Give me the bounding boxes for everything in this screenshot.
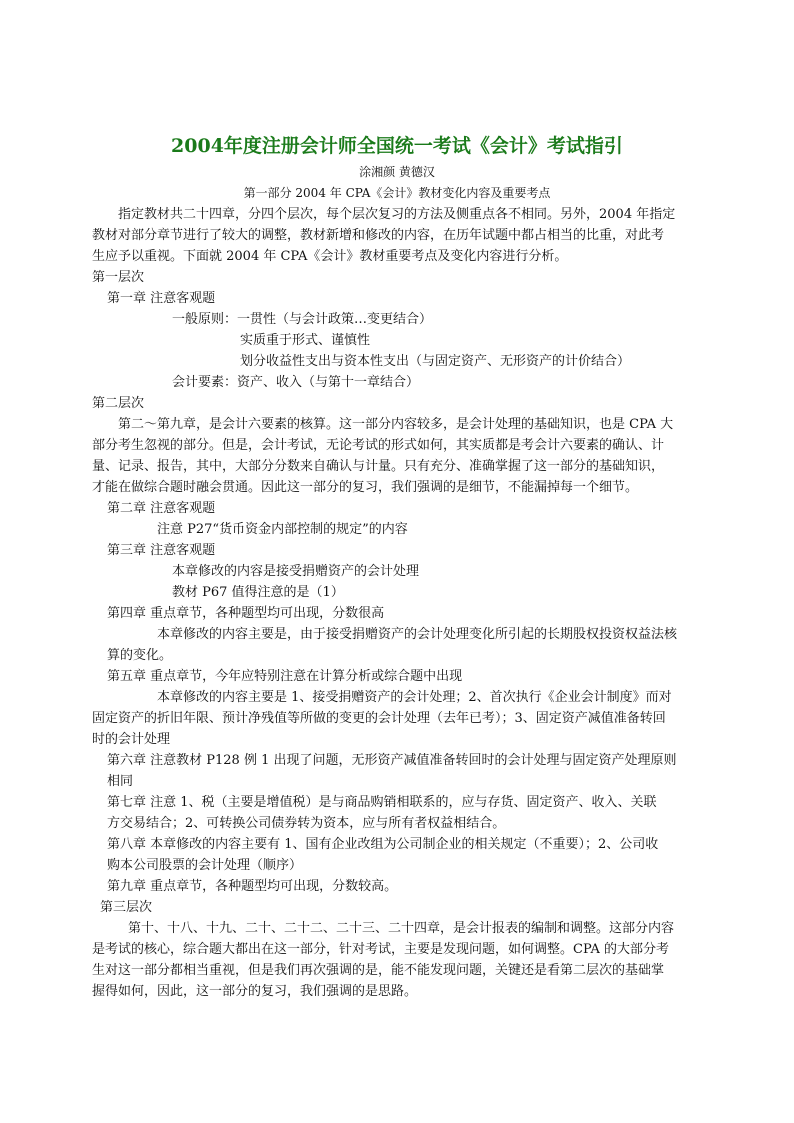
chapter-5-note: 固定资产的折旧年限、预计净残值等所做的变更的会计处理（去年已考）；3、固定资产减值准备转回 — [92, 711, 666, 726]
chapter-5: 第五章 重点章节，今年应特别注意在计算分析或综合题中出现 — [107, 669, 463, 684]
chapter-2-note: 注意 P27“货币资金内部控制的规定”的内容 — [157, 522, 408, 537]
chapter-1: 第一章 注意客观题 — [107, 291, 216, 306]
principles-line: 实质重于形式、谨慎性 — [240, 333, 371, 348]
chapter-4-note: 算的变化。 — [107, 648, 173, 663]
document-title: 2004年度注册会计师全国统一考试《会计》考试指引 — [171, 135, 623, 157]
chapter-3-note: 本章修改的内容是接受捐赠资产的会计处理 — [172, 564, 420, 579]
level2-heading: 第二层次 — [92, 396, 145, 411]
chapter-8: 第八章 本章修改的内容主要有 1、国有企业改组为公司制企业的相关规定（不重要）；2、公司收 — [107, 837, 659, 852]
chapter-3-note: 教材 P67 值得注意的是（1） — [172, 585, 344, 600]
level3-paragraph-line: 第十、十八、十九、二十、二十二、二十三、二十四章，是会计报表的编制和调整。这部分内容 — [128, 921, 675, 936]
intro-line: 指定教材共二十四章，分四个层次，每个层次复习的方法及侧重点各不相同。另外，2004 年指定 — [118, 207, 676, 222]
authors: 涂湘颜 黄德汉 — [359, 165, 435, 179]
level2-paragraph-line: 部分考生忽视的部分。但是，会计考试，无论考试的形式如何，其实质都是考会计六要素的确认、计 — [92, 438, 665, 453]
intro-line: 生应予以重视。下面就 2004 年 CPA《会计》教材重要考点及变化内容进行分析。 — [92, 249, 568, 264]
level2-paragraph-line: 第二～第九章，是会计六要素的核算。这一部分内容较多，是会计处理的基础知识，也是 CPA 大 — [118, 417, 674, 432]
level2-paragraph-line: 才能在做综合题时融会贯通。因此这一部分的复习，我们强调的是细节，不能漏掉每一个细节。 — [92, 480, 639, 495]
level3-heading: 第三层次 — [100, 900, 153, 915]
chapter-8: 购本公司股票的会计处理（顺序） — [107, 858, 303, 873]
chapter-4: 第四章 重点章节，各种题型均可出现，分数很高 — [107, 606, 385, 621]
elements-line: 会计要素：资产、收入（与第十一章结合） — [172, 375, 420, 390]
intro-line: 教材对部分章节进行了较大的调整，教材新增和修改的内容，在历年试题中都占相当的比重，对此考 — [92, 228, 665, 243]
chapter-6: 相同 — [107, 774, 134, 789]
principles-line: 一般原则：一贯性（与会计政策…变更结合） — [172, 312, 433, 327]
principles-line: 划分收益性支出与资本性支出（与固定资产、无形资产的计价结合） — [240, 354, 631, 369]
chapter-4-note: 本章修改的内容主要是，由于接受捐赠资产的会计处理变化所引起的长期股权投资权益法核 — [157, 627, 678, 642]
level1-heading: 第一层次 — [92, 270, 145, 285]
chapter-7: 第七章 注意 1、税（主要是增值税）是与商品购销相联系的，应与存货、固定资产、收入、关联 — [107, 795, 657, 810]
chapter-3: 第三章 注意客观题 — [107, 543, 216, 558]
level2-paragraph-line: 量、记录、报告，其中，大部分分数来自确认与计量。只有充分、准确掌握了这一部分的基础知识， — [92, 459, 665, 474]
chapter-6: 第六章 注意教材 P128 例 1 出现了问题，无形资产减值准备转回时的会计处理与固定资产处理原则 — [107, 753, 677, 768]
chapter-5-note: 本章修改的内容主要是 1、接受捐赠资产的会计处理；2、首次执行《企业会计制度》而对 — [157, 690, 672, 705]
chapter-9: 第九章 重点章节，各种题型均可出现，分数较高。 — [107, 879, 398, 894]
chapter-5-note: 时的会计处理 — [92, 732, 171, 747]
part-heading: 第一部分 2004 年 CPA《会计》教材变化内容及重要考点 — [243, 186, 551, 200]
level3-paragraph-line: 是考试的核心，综合题大都出在这一部分，针对考试，主要是发现问题，如何调整。CPA 的大部分考 — [92, 942, 670, 957]
level3-paragraph-line: 生对这一部分都相当重视，但是我们再次强调的是，能不能发现问题，关键还是看第二层次的基础掌 — [92, 963, 665, 978]
chapter-7: 方交易结合；2、可转换公司债券转为资本，应与所有者权益相结合。 — [107, 816, 506, 831]
chapter-2: 第二章 注意客观题 — [107, 501, 216, 516]
level3-paragraph-line: 握得如何，因此，这一部分的复习，我们强调的是思路。 — [92, 984, 418, 999]
